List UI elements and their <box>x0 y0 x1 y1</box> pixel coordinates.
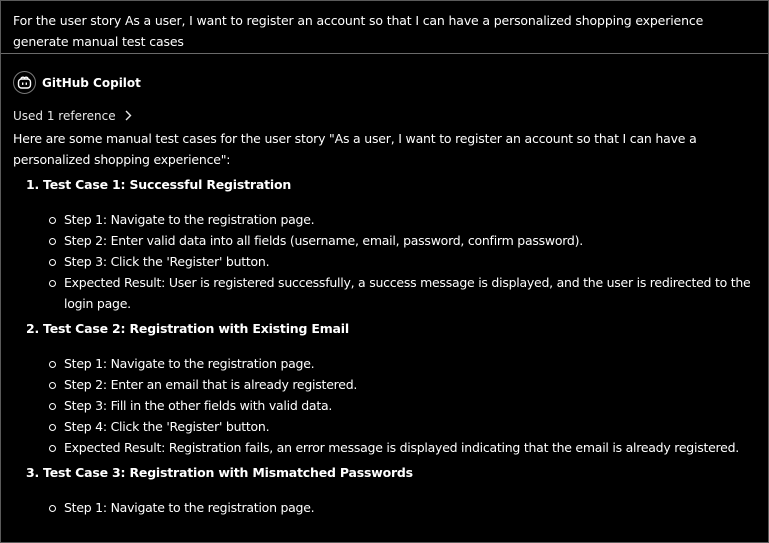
test-case-title <box>26 318 756 339</box>
test-case-list <box>13 174 756 518</box>
test-step-list <box>13 353 756 458</box>
test-case-number: 3. <box>26 465 40 480</box>
test-step: Step 3: Click the 'Register' button. <box>13 251 756 272</box>
test-step: Step 2: Enter valid data into all fields (username, email, password, confirm password). <box>13 230 756 251</box>
test-case-number: 2. <box>26 321 40 336</box>
test-step: Step 1: Navigate to the registration page. <box>13 353 756 374</box>
test-step: Step 4: Click the 'Register' button. <box>13 416 756 437</box>
references-toggle[interactable] <box>13 107 756 124</box>
user-message: For the user story As a user, I want to register an account so that I can have a personalized shopping experience generate manual test cases <box>13 13 704 49</box>
assistant-name: GitHub Copilot <box>42 75 141 90</box>
message-divider <box>1 53 768 54</box>
test-case-title <box>26 462 756 483</box>
chevron-right-icon <box>124 110 132 121</box>
assistant-header <box>13 69 756 96</box>
test-case-title-text: Test Case 3: Registration with Mismatched Passwords <box>43 465 413 480</box>
test-step-list <box>13 497 756 518</box>
test-case-item <box>13 174 756 314</box>
references-label: Used 1 reference <box>13 108 116 123</box>
assistant-response <box>1 69 768 518</box>
test-step: Step 2: Enter an email that is already registered. <box>13 374 756 395</box>
test-case-number: 1. <box>26 177 40 192</box>
test-step: Step 3: Fill in the other fields with valid data. <box>13 395 756 416</box>
test-step: Step 1: Navigate to the registration page. <box>13 209 756 230</box>
test-step-list <box>13 209 756 314</box>
test-case-item <box>13 318 756 458</box>
response-intro: Here are some manual test cases for the user story "As a user, I want to register an account so that I can have a personalized shopping experience": <box>13 131 697 167</box>
test-step: Step 1: Navigate to the registration page. <box>13 497 756 518</box>
test-case-item <box>13 462 756 518</box>
test-case-title-text: Test Case 2: Registration with Existing Email <box>43 321 349 336</box>
test-step: Expected Result: User is registered successfully, a success message is displayed, and the user is redirected to the login page. <box>13 272 756 314</box>
test-step: Expected Result: Registration fails, an error message is displayed indicating that the email is already registered. <box>13 437 756 458</box>
test-case-title <box>26 174 756 195</box>
test-case-title-text: Test Case 1: Successful Registration <box>43 177 292 192</box>
copilot-icon <box>13 71 36 94</box>
